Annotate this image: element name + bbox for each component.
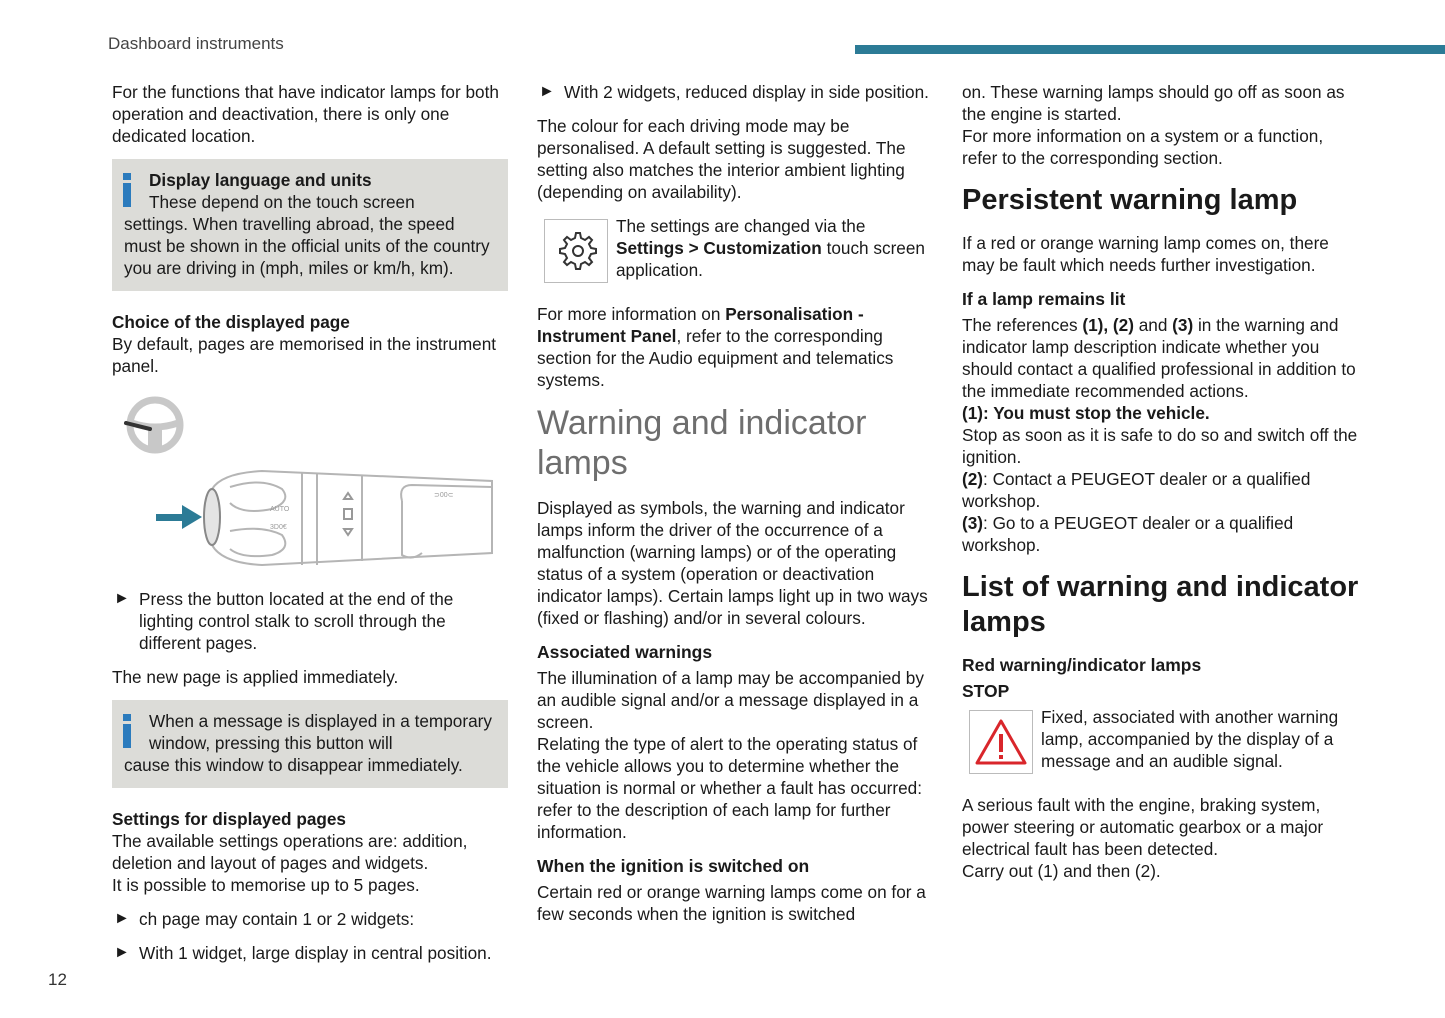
ref2-text: (2): Contact a PEUGEOT dealer or a qualified workshop. bbox=[962, 469, 1311, 511]
applied-text: The new page is applied immediately. bbox=[112, 667, 399, 687]
info-box-message-window bbox=[112, 700, 508, 788]
settings-changed-post: touch screen application. bbox=[616, 238, 925, 280]
bullet-text: With 1 widget, large display in central position. bbox=[139, 943, 492, 963]
ignition-text: Certain red or orange warning lamps come on for a few seconds when the ignition is switched bbox=[537, 882, 926, 924]
settings-heading: Settings for displayed pages bbox=[112, 809, 346, 829]
serious-fault-text: A serious fault with the engine, braking system, power steering or automatic gearbox or a major electrical fault has been detected. bbox=[962, 795, 1324, 859]
choice-text: By default, pages are memorised in the instrument panel. bbox=[112, 334, 497, 376]
settings-changed-row bbox=[537, 215, 937, 283]
lighting-stalk-illustration bbox=[112, 389, 508, 584]
column-3 bbox=[962, 81, 1362, 882]
arrow-right-icon bbox=[156, 505, 202, 529]
bullet-two-widgets bbox=[537, 81, 937, 103]
info-icon bbox=[122, 173, 132, 207]
associated-heading: Associated warnings bbox=[537, 642, 713, 662]
svg-text:AUTO: AUTO bbox=[270, 506, 290, 513]
choice-heading: Choice of the displayed page bbox=[112, 312, 350, 332]
settings-text1: The available settings operations are: addition, deletion and layout of pages and widgets. bbox=[112, 831, 468, 873]
section-title-list: List of warning and indicator lamps bbox=[962, 571, 1359, 638]
info-rest: cause this window to disappear immediately. bbox=[124, 755, 463, 775]
svg-text:⊃00⊂: ⊃00⊂ bbox=[434, 492, 454, 499]
bullet-widgets bbox=[112, 908, 508, 930]
settings-text2: It is possible to memorise up to 5 pages. bbox=[112, 875, 420, 895]
red-lamps-heading: Red warning/indicator lamps bbox=[962, 655, 1202, 675]
stop-heading: STOP bbox=[962, 681, 1010, 701]
section-title-persistent: Persistent warning lamp bbox=[962, 184, 1298, 216]
stop-description: Fixed, associated with another warning lamp, accompanied by the display of a message and an audible signal. bbox=[1041, 707, 1339, 771]
displayed-text: Displayed as symbols, the warning and indicator lamps inform the driver of the occurrence of a malfunction (warning lamps) or of the operating status of a system (operation or deactivation indicator lamps). Certain lamps light up in two ways (fixed or flashing) and/or in several colours. bbox=[537, 498, 928, 628]
warning-triangle-icon bbox=[969, 710, 1033, 774]
more-info-link-text: Personalisation - Instrument Panel bbox=[537, 304, 864, 346]
column-1 bbox=[112, 81, 508, 976]
settings-changed-pre: The settings are changed via the bbox=[616, 216, 866, 236]
bullet-triangle-icon: ► bbox=[114, 590, 130, 607]
intro-text: For the functions that have indicator lamps for both operation and deactivation, there is only one dedicated location. bbox=[112, 82, 499, 146]
continued-text1: on. These warning lamps should go off as soon as the engine is started. bbox=[962, 82, 1345, 124]
column-2 bbox=[537, 81, 937, 925]
bullet-press-button bbox=[112, 588, 508, 654]
bullet-text: Press the button located at the end of the lighting control stalk to scroll through the different pages. bbox=[139, 589, 454, 653]
associated-text1: The illumination of a lamp may be accompanied by an audible signal and/or a message displayed in a screen. bbox=[537, 668, 924, 732]
ref1-label: (1): You must stop the vehicle. bbox=[962, 403, 1210, 423]
page-number: 12 bbox=[48, 970, 67, 989]
stop-lamp-row bbox=[962, 706, 1362, 774]
info-line1: When a message is displayed in a temporary window, pressing this button will bbox=[149, 711, 492, 753]
steering-wheel-icon bbox=[126, 400, 180, 450]
info-icon bbox=[122, 714, 132, 748]
colour-text: The colour for each driving mode may be personalised. A default setting is suggested. The setting also matches the interior ambient lighting (depending on availability). bbox=[537, 116, 906, 202]
bullet-text: With 2 widgets, reduced display in side position. bbox=[564, 82, 929, 102]
bullet-triangle-icon: ► bbox=[114, 910, 130, 927]
remains-text: The references (1), (2) and (3) in the warning and indicator lamp description indicate whether you should contact a qualified professional in addition to the immediate recommended actions. bbox=[962, 315, 1356, 401]
ref1-text: Stop as soon as it is safe to do so and switch off the ignition. bbox=[962, 425, 1358, 467]
header-accent-bar bbox=[855, 45, 1445, 54]
continued-text2: For more information on a system or a function, refer to the corresponding section. bbox=[962, 126, 1324, 168]
section-title-warning-lamps: Warning and indicator lamps bbox=[537, 404, 867, 482]
bullet-triangle-icon: ► bbox=[539, 83, 555, 100]
ignition-heading: When the ignition is switched on bbox=[537, 856, 810, 876]
bullet-one-widget bbox=[112, 942, 508, 964]
settings-path: Settings > Customization bbox=[616, 238, 822, 258]
info-line1: These depend on the touch screen bbox=[149, 192, 415, 212]
more-info-text: For more information on Personalisation - Instrument Panel, refer to the corresponding section for the Audio equipment and telematics systems. bbox=[537, 304, 894, 390]
associated-text2: Relating the type of alert to the operating status of the vehicle allows you to determine whether the situation is normal or whether a fault has occurred: refer to the description of each lamp for further information. bbox=[537, 734, 922, 842]
info-box-display-language bbox=[112, 159, 508, 291]
info-title: Display language and units bbox=[149, 170, 372, 190]
lighting-stalk-icon bbox=[204, 471, 492, 565]
running-header: Dashboard instruments bbox=[108, 34, 284, 53]
persistent-text: If a red or orange warning lamp comes on, there may be fault which needs further investigation. bbox=[962, 233, 1329, 275]
gear-icon bbox=[544, 219, 608, 283]
ref3-text: (3): Go to a PEUGEOT dealer or a qualified workshop. bbox=[962, 513, 1294, 555]
settings-changed-line bbox=[616, 237, 937, 281]
info-rest: settings. When travelling abroad, the speed must be shown in the official units of the country you are driving in (mph, miles or km/h, km). bbox=[124, 214, 490, 278]
svg-text:3D0€: 3D0€ bbox=[270, 524, 287, 531]
bullet-text: ch page may contain 1 or 2 widgets: bbox=[139, 909, 415, 929]
bullet-triangle-icon: ► bbox=[114, 944, 130, 961]
remains-heading: If a lamp remains lit bbox=[962, 289, 1126, 309]
carry-out-text: Carry out (1) and then (2). bbox=[962, 861, 1161, 881]
